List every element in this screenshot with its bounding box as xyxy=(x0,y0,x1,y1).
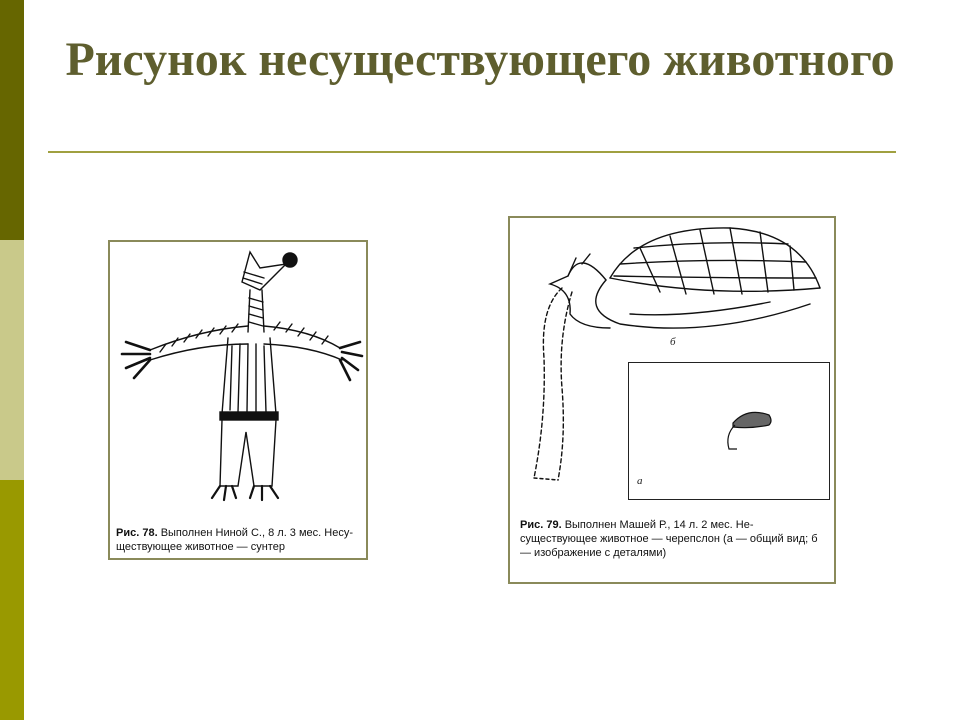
figure-79-text: Выполнен Машей Р., 14 л. 2 мес. Не-существующее животное — черепслон (а — общий вид; б — изображение с деталями) xyxy=(520,519,818,559)
side-bar-middle xyxy=(0,240,24,480)
label-a: а xyxy=(637,475,643,487)
figure-79-inset xyxy=(628,362,830,500)
drawing-suntер xyxy=(110,242,366,522)
slide-title: Рисунок несуществующего животного xyxy=(65,33,895,86)
label-b: б xyxy=(670,336,676,348)
figure-78 xyxy=(108,240,368,560)
side-bar-top xyxy=(0,0,24,240)
title-divider xyxy=(48,151,896,153)
figure-79-caption xyxy=(520,518,830,560)
drawing-cherepslon-overview xyxy=(629,363,829,499)
figure-78-caption xyxy=(116,526,362,554)
figure-78-text: Выполнен Ниной С., 8 л. 3 мес. Несу-ществующее животное — сунтер xyxy=(116,527,353,553)
side-bar-bottom xyxy=(0,480,24,720)
figure-78-label: Рис. 78. xyxy=(116,527,158,539)
figure-79 xyxy=(508,216,836,584)
figure-79-label: Рис. 79. xyxy=(520,519,562,531)
